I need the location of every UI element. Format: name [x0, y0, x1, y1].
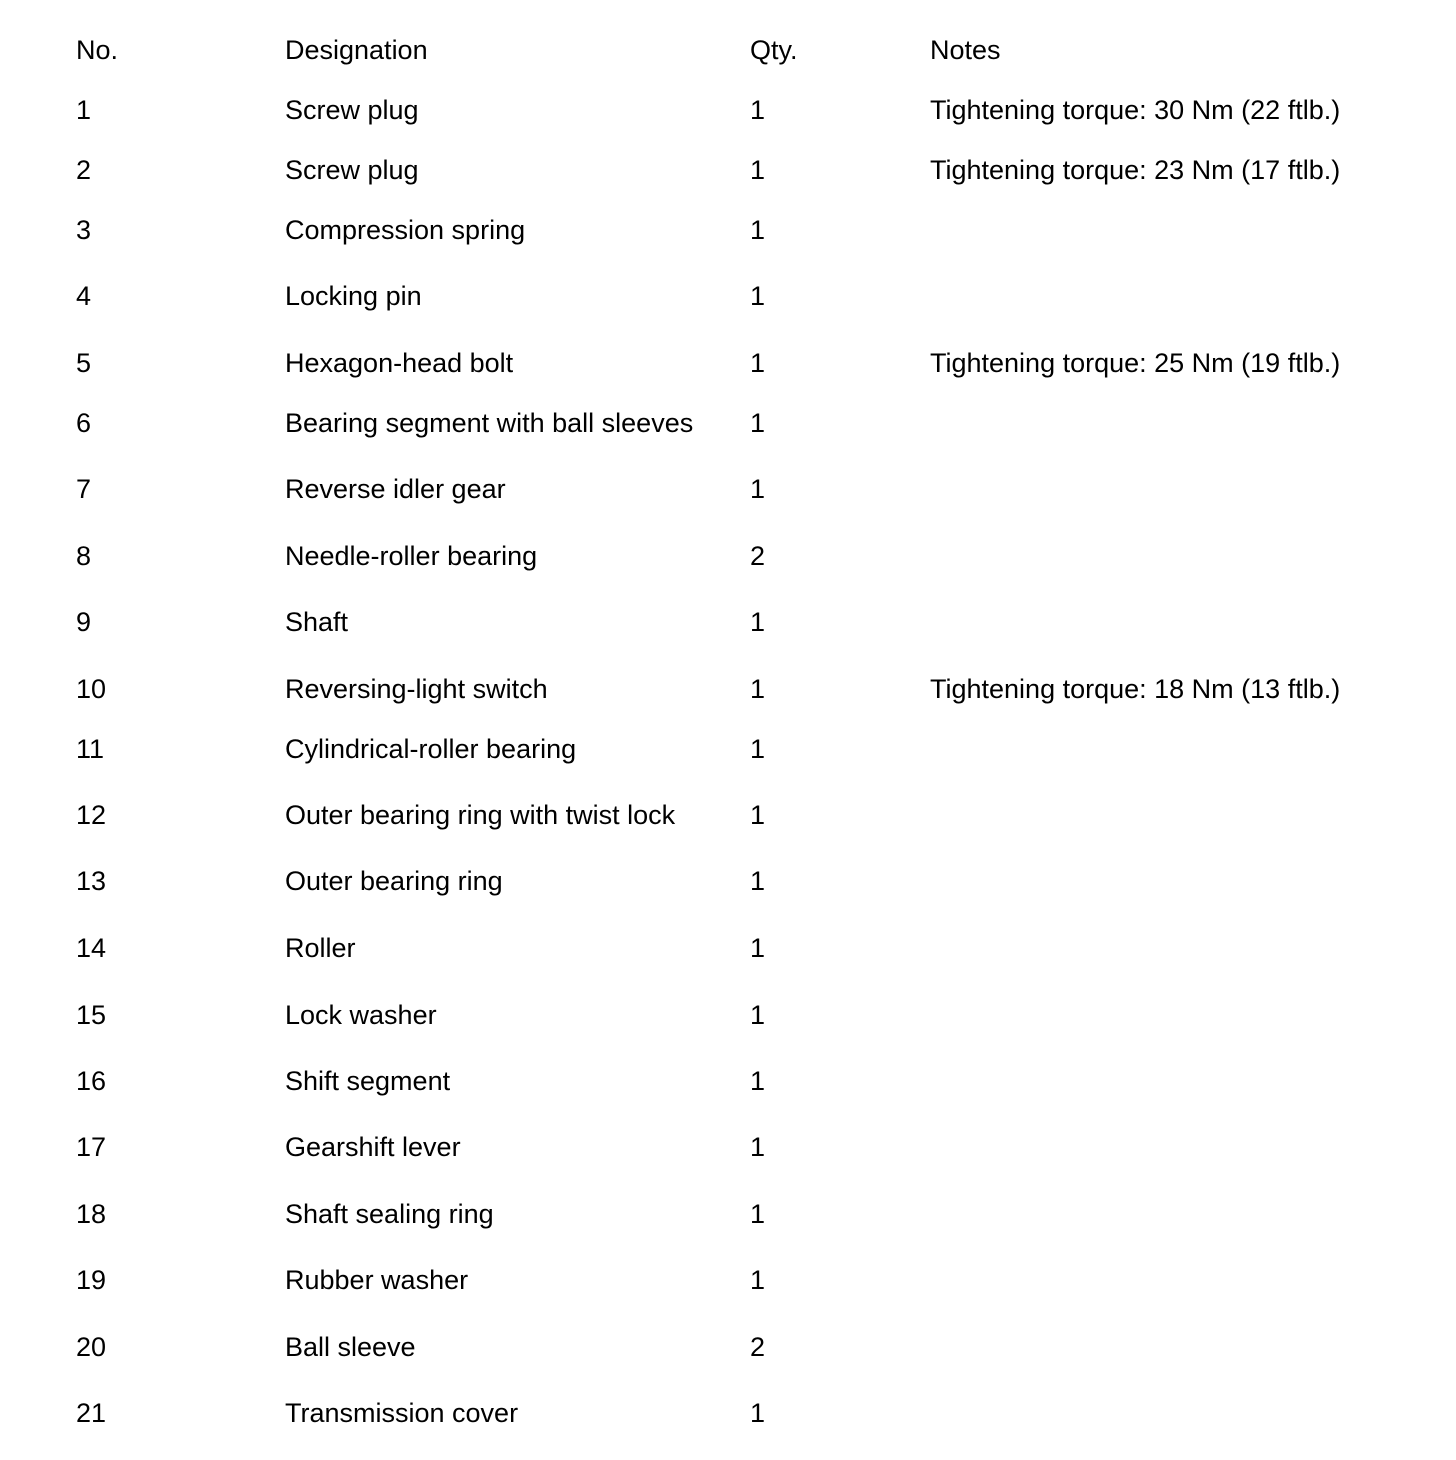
- row-no: 10: [76, 674, 107, 704]
- row-no: 13: [76, 866, 107, 896]
- row-notes: Tightening torque: 25 Nm (19 ftlb.): [930, 348, 1341, 378]
- table-row: [0, 1127, 1456, 1167]
- row-qty: 1: [750, 734, 766, 764]
- row-no: 4: [76, 281, 92, 311]
- row-qty: 1: [750, 1066, 766, 1096]
- row-designation: Outer bearing ring with twist lock: [285, 800, 676, 830]
- row-no: 6: [76, 408, 92, 438]
- row-no: 11: [76, 734, 105, 764]
- row-designation: Gearshift lever: [285, 1132, 461, 1162]
- table-row: [0, 1194, 1456, 1234]
- table-row: [0, 403, 1456, 443]
- row-no: 16: [76, 1066, 107, 1096]
- table-row: [0, 536, 1456, 576]
- row-designation: Shaft sealing ring: [285, 1199, 494, 1229]
- row-qty: 2: [750, 541, 766, 571]
- row-qty: 1: [750, 933, 766, 963]
- row-designation: Transmission cover: [285, 1398, 519, 1428]
- row-qty: 1: [750, 866, 766, 896]
- row-no: 8: [76, 541, 92, 571]
- table-row: [0, 150, 1456, 190]
- row-qty: 1: [750, 1132, 766, 1162]
- table-row: [0, 210, 1456, 250]
- row-no: 5: [76, 348, 92, 378]
- table-row: [0, 602, 1456, 642]
- row-qty: 1: [750, 1199, 766, 1229]
- row-qty: 1: [750, 348, 766, 378]
- table-row: [0, 469, 1456, 509]
- table-row: [0, 928, 1456, 968]
- table-row: [0, 861, 1456, 901]
- row-qty: 1: [750, 800, 766, 830]
- row-no: 12: [76, 800, 107, 830]
- row-no: 21: [76, 1398, 107, 1428]
- row-no: 2: [76, 155, 92, 185]
- row-no: 14: [76, 933, 107, 963]
- row-designation: Ball sleeve: [285, 1332, 416, 1362]
- row-designation: Locking pin: [285, 281, 422, 311]
- header-qty: Qty.: [750, 35, 798, 65]
- row-qty: 1: [750, 474, 766, 504]
- table-row: [0, 729, 1456, 769]
- row-designation: Cylindrical-roller bearing: [285, 734, 577, 764]
- row-no: 17: [76, 1132, 107, 1162]
- row-designation: Lock washer: [285, 1000, 437, 1030]
- table-row: [0, 343, 1456, 383]
- row-designation: Reverse idler gear: [285, 474, 506, 504]
- row-designation: Needle-roller bearing: [285, 541, 538, 571]
- table-row: [0, 276, 1456, 316]
- table-row: [0, 995, 1456, 1035]
- row-no: 1: [76, 95, 92, 125]
- header-designation: Designation: [285, 35, 428, 65]
- row-designation: Compression spring: [285, 215, 526, 245]
- row-qty: 1: [750, 674, 766, 704]
- row-qty: 1: [750, 215, 766, 245]
- table-row: [0, 795, 1456, 835]
- row-designation: Rubber washer: [285, 1265, 469, 1295]
- row-no: 20: [76, 1332, 107, 1362]
- row-notes: Tightening torque: 30 Nm (22 ftlb.): [930, 95, 1341, 125]
- row-designation: Shaft: [285, 607, 349, 637]
- row-no: 9: [76, 607, 92, 637]
- row-designation: Screw plug: [285, 155, 419, 185]
- row-no: 18: [76, 1199, 107, 1229]
- row-no: 3: [76, 215, 92, 245]
- row-designation: Shift segment: [285, 1066, 451, 1096]
- row-designation: Reversing-light switch: [285, 674, 548, 704]
- header-notes: Notes: [930, 35, 1001, 65]
- table-row: [0, 1327, 1456, 1367]
- row-designation: Roller: [285, 933, 356, 963]
- row-no: 19: [76, 1265, 107, 1295]
- header-no: No.: [76, 35, 119, 65]
- row-designation: Bearing segment with ball sleeves: [285, 408, 694, 438]
- row-qty: 1: [750, 1398, 766, 1428]
- table-row: [0, 1061, 1456, 1101]
- table-header-row: [0, 30, 1456, 70]
- table-row: [0, 90, 1456, 130]
- row-designation: Outer bearing ring: [285, 866, 503, 896]
- row-no: 7: [76, 474, 92, 504]
- table-row: [0, 1393, 1456, 1433]
- row-qty: 1: [750, 408, 766, 438]
- row-qty: 1: [750, 607, 766, 637]
- row-designation: Screw plug: [285, 95, 419, 125]
- table-row: [0, 669, 1456, 709]
- row-qty: 2: [750, 1332, 766, 1362]
- row-qty: 1: [750, 1265, 766, 1295]
- row-no: 15: [76, 1000, 107, 1030]
- row-qty: 1: [750, 95, 766, 125]
- row-qty: 1: [750, 1000, 766, 1030]
- row-notes: Tightening torque: 18 Nm (13 ftlb.): [930, 674, 1341, 704]
- row-designation: Hexagon-head bolt: [285, 348, 514, 378]
- row-notes: Tightening torque: 23 Nm (17 ftlb.): [930, 155, 1341, 185]
- table-row: [0, 1260, 1456, 1300]
- row-qty: 1: [750, 155, 766, 185]
- row-qty: 1: [750, 281, 766, 311]
